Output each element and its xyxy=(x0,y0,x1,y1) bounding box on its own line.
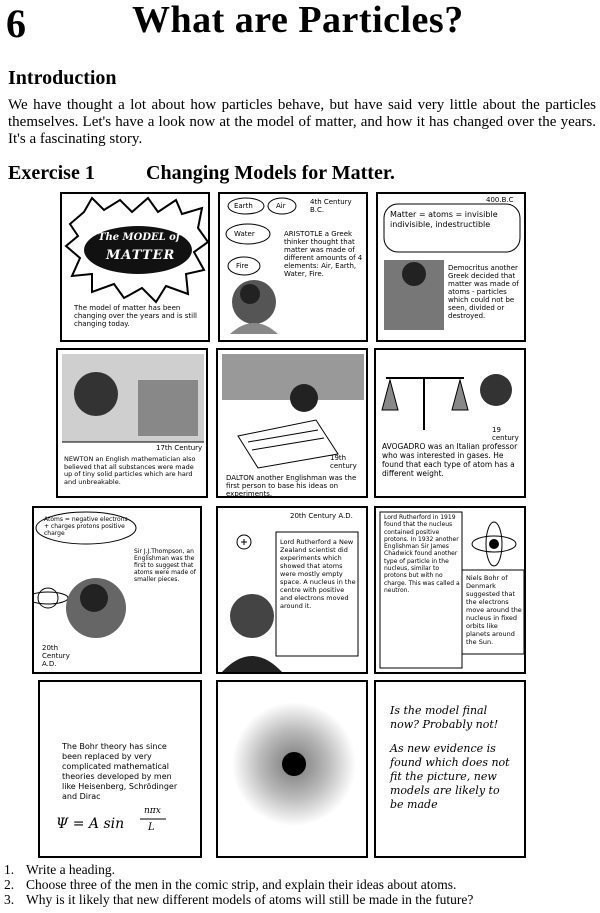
panel-caption: DALTON another Englishman was the first person to base his ideas on experiments. xyxy=(226,474,357,498)
comic-strip xyxy=(42,190,540,862)
date-label: 4th Century B.C. xyxy=(310,198,352,214)
list-item xyxy=(4,862,598,877)
panel-future-models xyxy=(374,680,526,858)
speech-bubble: Atoms = negative electrons + charges protons positive charge xyxy=(44,516,128,537)
answer-text: As new evidence is found which does not fit the picture, new models are likely to be made xyxy=(390,742,510,811)
panel-caption: Sir J.J.Thompson, an Englishman was the first to suggest that atoms were made of smaller pieces. xyxy=(134,548,196,583)
panel-caption: The Bohr theory has since been replaced by very complicated mathematical theories developed by men like Heisenberg, Schrödinger and Dirac xyxy=(62,742,178,801)
panel-rutherford xyxy=(216,506,368,674)
date-label: 19th century xyxy=(330,454,357,470)
panel-chadwick-bohr xyxy=(374,506,526,674)
question-text: Write a heading. xyxy=(26,862,116,877)
intro-heading: Introduction xyxy=(8,67,117,89)
question-number: 3. xyxy=(4,892,15,907)
bubble-water: Water xyxy=(234,230,255,238)
question-number: 2. xyxy=(4,877,15,892)
bubble-earth: Earth xyxy=(234,202,253,210)
panel-caption: NEWTON an English mathematician also believed that all substances were made up of tiny solid particles which are hard and unbreakable. xyxy=(64,455,196,486)
bubble-fire: Fire xyxy=(236,262,249,270)
date-label: 20th Century A.D. xyxy=(42,644,70,668)
question-text: Why is it likely that new different models of atoms will still be made in the future? xyxy=(26,892,474,907)
panel-thompson xyxy=(32,506,202,674)
banner-top: The MODEL of xyxy=(98,232,181,243)
question-number: 1. xyxy=(4,862,15,877)
speech-bubble: Matter = atoms = invisible indivisible, indestructible xyxy=(390,210,498,229)
panel-caption: ARISTOTLE a Greek thinker thought that matter was made of different amounts of 4 elements: Air, Earth, Water, Fire. xyxy=(284,230,363,278)
equation-denominator: L xyxy=(148,822,155,833)
panel-dalton xyxy=(216,348,368,498)
exercise-label: Exercise 1 xyxy=(8,162,95,184)
fraction-bar xyxy=(40,682,202,858)
date-label: 17th Century xyxy=(156,444,203,452)
panel-caption: AVOGADRO was an Italian professor who was interested in gases. He found that each type of atom has a different weight. xyxy=(382,442,518,478)
chapter-number: 6 xyxy=(6,1,26,46)
date-label: 20th Century A.D. xyxy=(290,512,353,520)
panel-democritus xyxy=(376,192,526,342)
panel-caption: Lord Rutherford a New Zealand scientist did experiments which showed that atoms were mostly empty space. A nucleus in the centre with positive and electrons moved around it. xyxy=(280,538,356,610)
panel-electron-cloud xyxy=(216,680,368,858)
panel-newton xyxy=(56,348,208,498)
panel-model-of-matter xyxy=(60,192,210,342)
electron-cloud-illustration xyxy=(218,682,368,858)
exercise-title: Changing Models for Matter. xyxy=(146,162,395,184)
panel-aristotle xyxy=(218,192,368,342)
list-item xyxy=(4,892,598,907)
panel-caption-right: Niels Bohr of Denmark suggested that the electrons move around the nucleus in fixed orbits like planets around the Sun. xyxy=(466,574,522,646)
question-text: Choose three of the men in the comic strip, and explain their ideas about atoms. xyxy=(26,877,457,892)
date-label: 19 century xyxy=(492,426,519,442)
banner-bottom: MATTER xyxy=(106,248,176,263)
question-list xyxy=(4,862,598,907)
date-label: 400.B.C xyxy=(486,196,514,204)
page-title: What are Particles? xyxy=(132,0,464,41)
bubble-air: Air xyxy=(276,202,286,210)
panel-caption: Democritus another Greek decided that matter was made of atoms - particles which could not be seen, divided or destroyed. xyxy=(448,264,519,320)
panel-avogadro xyxy=(374,348,526,498)
equation-lhs: Ψ = A sin xyxy=(56,816,125,832)
equation-numerator: nπx xyxy=(144,806,161,816)
panel-bohr-theory xyxy=(38,680,202,858)
list-item xyxy=(4,877,598,892)
question-text: Is the model final now? Probably not! xyxy=(390,704,499,731)
panel-caption-top: Lord Rutherford in 1919 found that the nucleus contained positive protons. In 1932 another Englishman Sir James Chadwick found another type of particle in the nucleus, similar to protons but with no charge. This was called a neutron. xyxy=(384,514,460,594)
intro-text: We have thought a lot about how particles behave, but have said very little about the particles themselves. Let's have a look now at the model of matter, and how it has changed over the years. It's a fascinating story. xyxy=(8,97,596,147)
panel-caption: The model of matter has been changing over the years and is still changing today. xyxy=(74,304,197,328)
